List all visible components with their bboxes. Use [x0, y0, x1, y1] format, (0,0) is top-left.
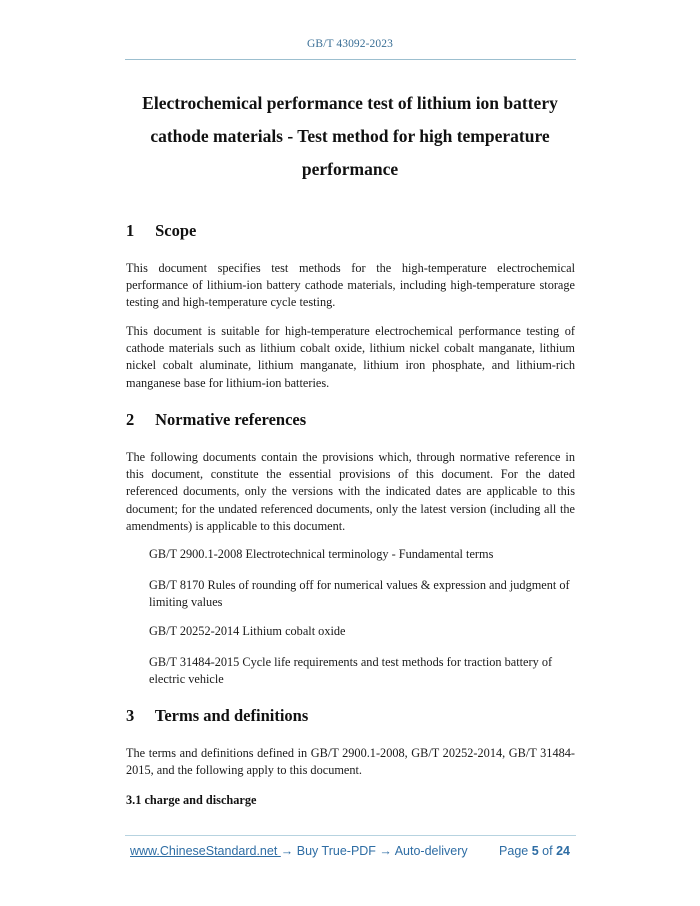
page-footer: [130, 844, 570, 858]
page-info: [499, 844, 570, 858]
section-number: 3: [126, 706, 135, 725]
section-title: Terms and definitions: [154, 706, 309, 725]
arrow-right-icon: →: [379, 844, 392, 858]
document-title: [125, 87, 575, 186]
page-current: 5: [531, 844, 539, 858]
page-label: Page: [499, 844, 529, 858]
normative-references-paragraph: The following documents contain the provisions which, through normative reference in this document, constitute the essential provisions of this document. For the dated referenced documents, only the versions with the indicated dates are applicable to this document; for the undated referenced documents, only the latest version (including all the amendments) is applicable to this document.: [126, 450, 575, 533]
section-heading-scope: [126, 221, 196, 241]
page-of: of: [542, 844, 553, 858]
header-divider: [125, 59, 576, 60]
section-heading-normative-references: [126, 410, 306, 430]
subsection-heading: 3.1 charge and discharge: [126, 793, 257, 807]
buy-pdf-text: Buy True-PDF: [293, 844, 380, 858]
scope-paragraph-1: This document specifies test methods for the high-temperature electrochemical performance of lithium-ion battery cathode materials, including high-temperature storage testing and high-temperature cycle testing.: [126, 261, 575, 310]
reference-item: GB/T 31484-2015 Cycle life requirements and test methods for traction battery of electric vehicle: [149, 655, 553, 687]
auto-delivery-text: Auto-delivery: [391, 844, 468, 858]
footer-promo: [130, 844, 468, 858]
section-title: Normative references: [155, 410, 307, 429]
arrow-right-icon: →: [280, 844, 294, 858]
page-total: 24: [556, 844, 570, 858]
footer-divider: [125, 835, 576, 836]
page-header: GB/T 43092-2023: [307, 38, 393, 50]
reference-item: GB/T 2900.1-2008 Electrotechnical terminology - Fundamental terms: [149, 547, 494, 561]
reference-item: GB/T 8170 Rules of rounding off for numerical values & expression and judgment of limiting values: [149, 578, 570, 610]
section-heading-terms-and-definitions: [126, 706, 308, 726]
section-title: Scope: [155, 221, 197, 240]
reference-item: GB/T 20252-2014 Lithium cobalt oxide: [149, 624, 346, 638]
terms-paragraph: The terms and definitions defined in GB/T 2900.1-2008, GB/T 20252-2014, GB/T 31484-2015, and the following apply to this document.: [126, 746, 575, 778]
section-number: 1: [126, 221, 135, 240]
title-line-1: Electrochemical performance test of lithium ion battery: [142, 93, 558, 113]
title-line-2: cathode materials - Test method for high temperature: [150, 126, 550, 146]
section-number: 2: [126, 410, 135, 429]
website-link[interactable]: www.ChineseStandard.net: [130, 844, 281, 858]
scope-paragraph-2: This document is suitable for high-temperature electrochemical performance testing of cathode materials such as lithium cobalt oxide, lithium nickel cobalt manganate, lithium nickel cobalt aluminate, lithium manganate, lithium iron phosphate, and lithium-rich manganese base for lithium-ion batteries.: [126, 324, 575, 390]
title-line-3: performance: [301, 159, 399, 179]
